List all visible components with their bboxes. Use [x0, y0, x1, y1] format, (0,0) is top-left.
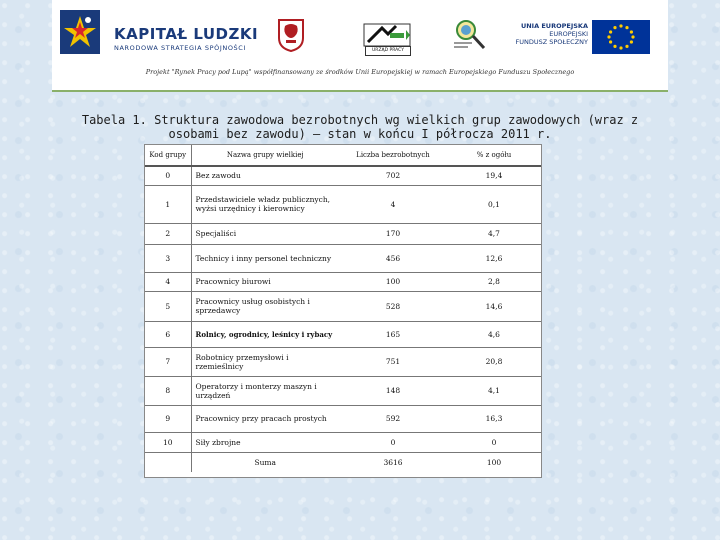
eu-efs-label [504, 22, 588, 46]
row-count: 592 [339, 405, 447, 432]
total-pct: 100 [486, 457, 502, 467]
row-code: 1 [145, 185, 191, 223]
table-row [145, 166, 541, 185]
row-name: Pracownicy przy pracach prostych [191, 405, 339, 432]
header-kod-grupy: Kod grupy [145, 145, 191, 166]
logo-header-band [52, 0, 668, 92]
magnifier-logo-icon [450, 18, 490, 54]
table-row [145, 185, 541, 223]
total-label: Suma [254, 457, 277, 467]
total-count: 3616 [383, 457, 403, 467]
row-pct: 12,6 [447, 244, 541, 272]
eu-line-3: FUNDUSZ SPOŁECZNY [515, 38, 588, 46]
header-procent: % z ogółu [447, 145, 541, 166]
row-code: 3 [145, 244, 191, 272]
table-row [145, 272, 541, 291]
row-count: 170 [339, 223, 447, 244]
table-total-row [145, 452, 541, 472]
logo-name: KAPITAŁ LUDZKI [114, 25, 259, 43]
eu-line-1: UNIA EUROPEJSKA [520, 22, 588, 30]
row-pct: 16,3 [447, 405, 541, 432]
row-code: 10 [145, 432, 191, 452]
row-count: 751 [339, 347, 447, 376]
row-name: Robotnicy przemysłowi i rzemieślnicy [191, 347, 339, 376]
row-name: Bez zawodu [191, 166, 339, 185]
row-code: 8 [145, 376, 191, 405]
row-code: 0 [145, 166, 191, 185]
row-count: 0 [339, 432, 447, 452]
row-count: 100 [339, 272, 447, 291]
eu-line-2: EUROPEJSKI [549, 30, 588, 38]
row-code: 4 [145, 272, 191, 291]
row-pct: 4,6 [447, 321, 541, 347]
table-header-row [145, 145, 541, 166]
row-name: Specjaliści [191, 223, 339, 244]
table-row [145, 223, 541, 244]
header-liczba-bezrobotnych: Liczba bezrobotnych [339, 145, 447, 166]
row-name: Pracownicy usług osobistych i sprzedawcy [191, 291, 339, 321]
row-code: 7 [145, 347, 191, 376]
row-count: 4 [339, 185, 447, 223]
row-pct: 4,7 [447, 223, 541, 244]
row-count: 456 [339, 244, 447, 272]
row-name: Rolnicy, ogrodnicy, leśnicy i rybacy [191, 321, 339, 347]
row-code: 5 [145, 291, 191, 321]
row-code: 2 [145, 223, 191, 244]
table-row [145, 432, 541, 452]
row-pct: 0,1 [447, 185, 541, 223]
total-spacer [145, 452, 191, 472]
table-row [145, 405, 541, 432]
row-code: 6 [145, 321, 191, 347]
table-row [145, 291, 541, 321]
row-pct: 20,8 [447, 347, 541, 376]
table-row [145, 321, 541, 347]
eu-flag-icon [592, 20, 650, 54]
row-pct: 4,1 [447, 376, 541, 405]
row-pct: 14,6 [447, 291, 541, 321]
row-pct: 19,4 [447, 166, 541, 185]
row-count: 702 [339, 166, 447, 185]
table-title: Tabela 1. Struktura zawodowa bezrobotnych wg wielkich grup zawodowych (wraz z osobami bez zawodu) – stan w końcu I półrocza 2011 r. [81, 113, 639, 141]
project-funding-line: Projekt "Rynek Pracy pod Lupą" współfinansowany ze środków Unii Europejskiej w ramach Europejskiego Funduszu Społecznego [145, 68, 575, 76]
table-row [145, 376, 541, 405]
urzad-pracy-label: URZĄD PRACY [365, 46, 411, 56]
table-row [145, 347, 541, 376]
row-code: 9 [145, 405, 191, 432]
row-name: Operatorzy i monterzy maszyn i urządzeń [191, 376, 339, 405]
regional-crest-icon [277, 18, 305, 52]
row-pct: 2,8 [447, 272, 541, 291]
table-row [145, 244, 541, 272]
kapital-ludzki-star-icon [60, 10, 100, 54]
row-count: 528 [339, 291, 447, 321]
occupation-table [144, 144, 542, 478]
row-count: 165 [339, 321, 447, 347]
logo-subtitle: NARODOWA STRATEGIA SPÓJNOŚCI [114, 44, 246, 52]
header-nazwa-grupy: Nazwa grupy wielkiej [191, 145, 339, 166]
row-pct: 0 [447, 432, 541, 452]
kapital-ludzki-logo [114, 25, 258, 52]
row-name: Przedstawiciele władz publicznych, wyżsi urzędnicy i kierownicy [191, 185, 339, 223]
row-name: Siły zbrojne [191, 432, 339, 452]
row-count: 148 [339, 376, 447, 405]
row-name: Technicy i inny personel techniczny [191, 244, 339, 272]
row-name: Pracownicy biurowi [191, 272, 339, 291]
